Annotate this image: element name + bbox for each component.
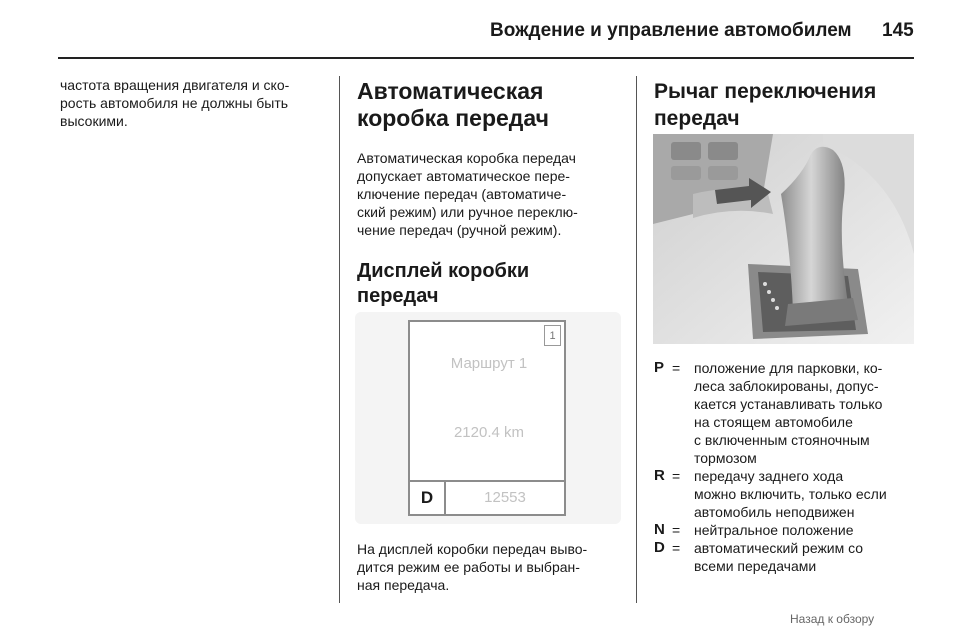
transmission-display-illustration [408, 320, 566, 516]
display-trip-value: 12553 [484, 489, 526, 506]
page-number: 145 [882, 20, 914, 41]
definition-row [654, 467, 920, 521]
intro-paragraph: Автоматическая коробка передач допускает автоматическое пере- ключение передач (автоматиче- ский режим) или ручное переклю- чение передач (ручной режим). [357, 150, 578, 238]
column-1 [60, 76, 330, 130]
display-bottom-row [410, 480, 564, 514]
definition-key: N [654, 521, 665, 538]
display-page-indicator: 1 [544, 325, 561, 346]
header-rule [58, 57, 914, 59]
definition-equals: = [672, 522, 681, 538]
definition-text: положение для парковки, ко- леса заблокированы, допус- кается устанавливать только на стоящем автомобиле с включенным стояночным тормозом [694, 360, 883, 466]
section-heading-automatic-transmission: Автоматическая коробка передач [357, 78, 549, 131]
subheading-transmission-display: Дисплей коробки передач [357, 260, 530, 307]
definition-row [654, 521, 920, 539]
definition-row [654, 359, 920, 467]
gear-lever-photo [653, 134, 914, 344]
definition-row [654, 539, 920, 575]
definition-key: D [654, 539, 665, 556]
definition-equals: = [672, 540, 681, 556]
display-odometer: 2120.4 km [453, 424, 525, 441]
definition-equals: = [672, 468, 681, 484]
column-divider-1 [339, 76, 340, 603]
display-route-label: Маршрут 1 [450, 355, 528, 372]
definition-text: автоматический режим со всеми передачами [694, 540, 864, 574]
definition-equals: = [672, 360, 681, 376]
definition-text: нейтральное положение [694, 522, 854, 538]
definition-key: P [654, 359, 665, 376]
continuation-paragraph: частота вращения двигателя и ско- рость автомобиля не должны быть высокими. [60, 77, 290, 129]
definition-key: R [654, 467, 665, 484]
back-to-overview-link[interactable]: Назад к обзору [790, 612, 875, 626]
column-2 [357, 78, 622, 309]
gear-lever-photo-drawing [653, 134, 914, 344]
running-header: Вождение и управление автомобилем [490, 20, 852, 41]
column-divider-2 [636, 76, 637, 603]
gear-position-definitions [654, 359, 920, 575]
display-caption [357, 540, 622, 594]
definition-text: передачу заднего хода можно включить, только если автомобиль неподвижен [694, 468, 887, 520]
display-caption-text: На дисплей коробки передач выво- дится режим ее работы и выбран- ная передача. [357, 541, 588, 593]
display-gear-indicator: D [410, 482, 446, 514]
column-3 [654, 78, 919, 132]
section-heading-selector-lever: Рычаг переключения передач [654, 80, 877, 130]
